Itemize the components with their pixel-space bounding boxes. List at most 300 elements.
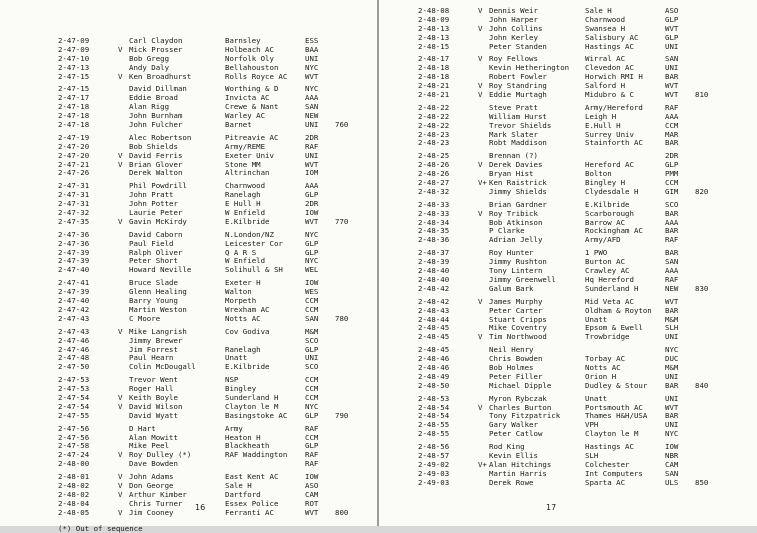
- county-code: GLP: [305, 344, 319, 354]
- entry-group: [418, 201, 757, 245]
- athlete-name: Mick Prosser: [129, 44, 183, 54]
- club-name: Q A R S: [225, 247, 257, 257]
- time-cell: 2-49-02: [418, 459, 450, 469]
- flag-cell: [118, 363, 129, 372]
- county-code: BAR: [665, 72, 679, 82]
- position-marker: [695, 395, 719, 404]
- athlete-name: Colin McDougall: [129, 362, 196, 372]
- flag-cell: [118, 315, 129, 324]
- entry-group: [58, 473, 378, 517]
- position-marker: [335, 240, 359, 249]
- list-item: [58, 200, 378, 209]
- time-cell: 2-47-39: [58, 247, 90, 257]
- list-item: [58, 37, 378, 46]
- time-cell: 2-48-54: [418, 402, 450, 412]
- county-code: NYC: [305, 229, 319, 239]
- flag-cell: V: [478, 90, 483, 100]
- athlete-name: John Harper: [489, 14, 538, 24]
- flag-cell: [118, 182, 129, 191]
- flag-cell: [118, 169, 129, 178]
- time-cell: 2-48-13: [418, 32, 450, 42]
- time-cell: 2-48-42: [418, 296, 450, 306]
- flag-cell: [478, 122, 489, 131]
- county-code: BAR: [665, 248, 679, 258]
- position-marker: [335, 73, 359, 82]
- time-cell: 2-47-50: [58, 362, 90, 372]
- position-marker: [695, 64, 719, 73]
- county-code: CCM: [305, 392, 319, 402]
- list-item: [58, 103, 378, 112]
- club-name: Walton: [225, 287, 252, 297]
- time-cell: 2-47-39: [58, 256, 90, 266]
- athlete-name: Peter Short: [129, 256, 178, 266]
- flag-cell: [478, 258, 489, 267]
- time-cell: 2-48-33: [418, 199, 450, 209]
- flag-cell: [118, 94, 129, 103]
- time-cell: 2-48-56: [418, 442, 450, 452]
- position-marker: [335, 442, 359, 451]
- flag-cell: [478, 421, 489, 430]
- page-number: 17: [546, 503, 557, 512]
- county-code: WVT: [665, 81, 679, 91]
- flag-cell: [478, 355, 489, 364]
- position-marker: [695, 430, 719, 439]
- time-cell: 2-48-23: [418, 129, 450, 139]
- list-item: [58, 297, 378, 306]
- position-marker: [335, 346, 359, 355]
- list-item: [418, 236, 757, 245]
- flag-cell: V: [118, 480, 123, 490]
- time-cell: 2-47-42: [58, 304, 90, 314]
- position-marker: [335, 55, 359, 64]
- county-code: BAR: [665, 380, 679, 390]
- time-cell: 2-47-46: [58, 344, 90, 354]
- athlete-name: C Moore: [129, 313, 161, 323]
- county-code: RAF: [305, 141, 319, 151]
- flag-cell: [478, 267, 489, 276]
- athlete-name: Bryan Hist: [489, 169, 534, 179]
- athlete-name: Jimmy Shields: [489, 186, 547, 196]
- athlete-name: David Dillman: [129, 84, 187, 94]
- page-number: 16: [195, 503, 206, 512]
- athlete-name: Mike Peel: [129, 441, 170, 451]
- athlete-name: Mark Slater: [489, 129, 538, 139]
- county-code: ESS: [305, 36, 319, 45]
- club-name: NSP: [225, 375, 239, 385]
- athlete-name: John Pratt: [129, 190, 174, 200]
- time-cell: 2-47-35: [58, 216, 90, 226]
- county-code: WVT: [665, 402, 679, 412]
- county-code: ASO: [665, 6, 679, 15]
- county-code: UNI: [305, 120, 319, 130]
- athlete-name: David Wilson: [129, 401, 183, 411]
- list-item: [418, 479, 757, 488]
- county-code: BAR: [665, 138, 679, 148]
- athlete-name: Mike Coventry: [489, 323, 547, 333]
- club-name: Basingstoke AC: [225, 410, 288, 420]
- athlete-name: Paul Hearn: [129, 353, 174, 363]
- athlete-name: Arthur Kimber: [129, 489, 187, 499]
- list-item: [58, 55, 378, 64]
- county-code: PMM: [665, 169, 679, 179]
- athlete-name: Ken Raistrick: [489, 178, 547, 188]
- position-marker: 810: [695, 90, 709, 100]
- time-cell: 2-48-15: [418, 41, 450, 51]
- list-item: [58, 279, 378, 288]
- position-marker: [695, 355, 719, 364]
- county-code: UNI: [305, 53, 319, 63]
- entry-group: [58, 328, 378, 372]
- list-item: [58, 257, 378, 266]
- position-marker: [695, 122, 719, 131]
- county-code: GLP: [665, 160, 679, 170]
- athlete-name: Derek Rowe: [489, 477, 534, 487]
- club-name: Salisbury AC: [585, 32, 639, 42]
- club-name: Hq Hereford: [585, 274, 634, 284]
- county-code: WVT: [305, 507, 319, 517]
- entry-group: [418, 298, 757, 342]
- list-item: [58, 85, 378, 94]
- position-marker: 800: [335, 507, 349, 517]
- county-code: WVT: [665, 90, 679, 100]
- time-cell: 2-47-46: [58, 335, 90, 345]
- athlete-name: Alan Hitchings: [489, 459, 552, 469]
- list-item: [58, 434, 378, 443]
- club-name: Holbeach AC: [225, 44, 274, 54]
- position-marker: [335, 451, 359, 460]
- club-name: Colchester: [585, 459, 630, 469]
- time-cell: 2-48-54: [418, 411, 450, 421]
- position-marker: [335, 394, 359, 403]
- position-marker: [335, 103, 359, 112]
- club-name: Salford H: [585, 81, 626, 91]
- list-item: [418, 188, 757, 197]
- flag-cell: V: [118, 326, 123, 336]
- time-cell: 2-48-49: [418, 371, 450, 381]
- position-marker: [335, 297, 359, 306]
- club-name: Bingley H: [585, 178, 626, 188]
- time-cell: 2-48-02: [58, 480, 90, 490]
- time-cell: 2-48-02: [58, 489, 90, 499]
- club-name: Unatt: [225, 353, 248, 363]
- flag-cell: V: [118, 71, 123, 81]
- club-name: Orion H: [585, 371, 617, 381]
- flag-cell: [118, 121, 129, 130]
- club-name: Dudley & Stour: [585, 380, 648, 390]
- time-cell: 2-47-54: [58, 392, 90, 402]
- club-name: Blackheath: [225, 441, 270, 451]
- athlete-name: John Potter: [129, 199, 178, 209]
- athlete-name: Alan Rigg: [129, 102, 170, 112]
- list-item: [58, 394, 378, 403]
- position-marker: [335, 249, 359, 258]
- time-cell: 2-48-33: [418, 208, 450, 218]
- county-code: CAM: [305, 489, 319, 499]
- list-item: [58, 403, 378, 412]
- club-name: Hastings AC: [585, 442, 634, 452]
- club-name: [225, 460, 305, 469]
- county-code: NEW: [665, 283, 679, 293]
- time-cell: 2-49-03: [418, 468, 450, 478]
- club-name: Notts AC: [225, 313, 261, 323]
- club-name: Exeter H: [225, 278, 261, 288]
- flag-cell: [478, 236, 489, 245]
- county-code: NYC: [665, 345, 679, 355]
- flag-cell: [478, 113, 489, 122]
- time-cell: 2-48-08: [418, 6, 450, 15]
- club-name: Exeter Univ: [225, 150, 274, 160]
- entry-group: [58, 279, 378, 323]
- time-cell: 2-48-22: [418, 111, 450, 121]
- position-marker: [335, 94, 359, 103]
- time-cell: 2-48-23: [418, 138, 450, 148]
- list-item: [58, 346, 378, 355]
- county-code: M&M: [665, 314, 679, 324]
- athlete-name: John Collins: [489, 23, 543, 33]
- position-marker: [695, 324, 719, 333]
- club-name: Burton AC: [585, 257, 626, 267]
- list-item: [58, 134, 378, 143]
- time-cell: 2-47-09: [58, 36, 90, 45]
- athlete-name: Alan Mowitt: [129, 432, 178, 442]
- athlete-name: Bob Holmes: [489, 362, 534, 372]
- position-marker: [335, 182, 359, 191]
- county-code: UNI: [665, 420, 679, 430]
- entry-group: [418, 443, 757, 487]
- time-cell: 2-47-09: [58, 44, 90, 54]
- club-name: Rockingham AC: [585, 226, 643, 236]
- list-item: [58, 337, 378, 346]
- time-cell: 2-48-57: [418, 450, 450, 460]
- list-item: [58, 152, 378, 161]
- position-marker: [335, 473, 359, 482]
- county-code: NEW: [305, 111, 319, 121]
- county-code: IOW: [305, 208, 319, 218]
- time-cell: 2-47-55: [58, 410, 90, 420]
- position-marker: [695, 25, 719, 34]
- flag-cell: V+: [478, 178, 487, 188]
- position-marker: 760: [335, 120, 349, 130]
- athlete-name: Chris Bowden: [489, 354, 543, 364]
- club-name: Crawley AC: [585, 266, 630, 276]
- athlete-name: Peter Carter: [489, 305, 543, 315]
- county-code: WVT: [665, 23, 679, 33]
- list-item: [58, 288, 378, 297]
- time-cell: 2-48-45: [418, 332, 450, 342]
- county-code: SAN: [305, 102, 319, 112]
- club-name: Int Computers: [585, 468, 643, 478]
- time-cell: 2-48-26: [418, 169, 450, 179]
- flag-cell: [478, 364, 489, 373]
- athlete-name: Barry Young: [129, 296, 178, 306]
- county-code: GLP: [665, 32, 679, 42]
- time-cell: 2-47-41: [58, 278, 90, 288]
- club-name: Bellahouston: [225, 62, 279, 72]
- flag-cell: V: [478, 6, 483, 15]
- athlete-name: Kevin Ellis: [489, 450, 538, 460]
- list-item: [418, 91, 757, 100]
- position-marker: [695, 236, 719, 245]
- position-marker: [335, 482, 359, 491]
- position-marker: [695, 452, 719, 461]
- club-name: Scarborough: [585, 208, 634, 218]
- club-name: Bolton: [585, 169, 612, 179]
- position-marker: [695, 461, 719, 470]
- flag-cell: [118, 55, 129, 64]
- time-cell: 2-48-32: [418, 186, 450, 196]
- position-marker: 850: [695, 477, 709, 487]
- position-marker: [335, 85, 359, 94]
- left-page: [0, 0, 378, 533]
- athlete-name: Keith Boyle: [129, 392, 178, 402]
- county-code: SAN: [665, 468, 679, 478]
- flag-cell: [118, 354, 129, 363]
- athlete-name: David Wyatt: [129, 410, 178, 420]
- county-code: CAM: [665, 459, 679, 469]
- athlete-name: Dennis Weir: [489, 6, 538, 15]
- entry-group: [418, 346, 757, 390]
- county-code: AAA: [665, 266, 679, 276]
- athlete-name: Bruce Slade: [129, 278, 178, 288]
- county-code: M&M: [665, 362, 679, 372]
- time-cell: 2-48-27: [418, 178, 450, 188]
- athlete-name: Eddie Broad: [129, 93, 178, 103]
- county-code: WVT: [305, 159, 319, 169]
- county-code: AAA: [305, 93, 319, 103]
- athlete-name: Neil Henry: [489, 345, 534, 355]
- athlete-name: Martin Weston: [129, 304, 187, 314]
- time-cell: 2-47-26: [58, 168, 90, 178]
- club-name: W Enfield: [225, 256, 266, 266]
- county-code: WES: [305, 287, 319, 297]
- county-code: RAF: [665, 235, 679, 245]
- county-code: SAN: [665, 54, 679, 64]
- athlete-name: Trevor Went: [129, 375, 178, 385]
- time-cell: 2-48-46: [418, 354, 450, 364]
- position-marker: [695, 364, 719, 373]
- flag-cell: [478, 219, 489, 228]
- athlete-name: Peter Standen: [489, 41, 547, 51]
- list-item: [58, 306, 378, 315]
- county-code: WVT: [305, 71, 319, 81]
- club-name: Hastings AC: [585, 41, 634, 51]
- club-name: Clevedon AC: [585, 63, 634, 73]
- county-code: UNI: [665, 63, 679, 73]
- county-code: SCO: [305, 362, 319, 372]
- athlete-name: Carl Claydon: [129, 36, 183, 45]
- county-code: UNI: [305, 150, 319, 160]
- athlete-name: David Ferris: [129, 150, 183, 160]
- position-marker: [335, 279, 359, 288]
- position-marker: [335, 46, 359, 55]
- county-code: ULS: [665, 477, 679, 487]
- time-cell: 2-48-34: [418, 217, 450, 227]
- position-marker: [335, 376, 359, 385]
- county-code: M&M: [305, 326, 319, 336]
- athlete-name: D Hart: [129, 423, 156, 433]
- athlete-name: Jimmy Rushton: [489, 257, 547, 267]
- athlete-name: Ken Broadhurst: [129, 71, 192, 81]
- club-name: Warley AC: [225, 111, 266, 121]
- list-item: [58, 231, 378, 240]
- athlete-name: Paul Field: [129, 238, 174, 248]
- athlete-name: Ralph Oliver: [129, 247, 183, 257]
- flag-cell: V: [118, 450, 123, 460]
- position-marker: 780: [335, 313, 349, 323]
- club-name: Army: [225, 423, 243, 433]
- list-item: [58, 191, 378, 200]
- county-code: MAR: [665, 129, 679, 139]
- flag-cell: [118, 85, 129, 94]
- flag-cell: V: [118, 507, 123, 517]
- county-code: SCO: [305, 335, 319, 345]
- list-item: [58, 121, 378, 130]
- entry-group: [418, 55, 757, 99]
- list-item: [58, 442, 378, 451]
- athlete-name: Roy Hunter: [489, 248, 534, 258]
- club-name: E.Kilbride: [225, 362, 270, 372]
- club-name: Heaton H: [225, 432, 261, 442]
- list-item: [58, 491, 378, 500]
- county-code: WEL: [305, 265, 319, 275]
- time-cell: 2-48-55: [418, 420, 450, 430]
- club-name: Portsmouth AC: [585, 402, 643, 412]
- club-name: Norfolk Oly: [225, 53, 274, 63]
- list-item: [58, 249, 378, 258]
- club-name: Midubro & C: [585, 90, 634, 100]
- position-marker: [335, 385, 359, 394]
- position-marker: [695, 139, 719, 148]
- flag-cell: V: [118, 44, 123, 54]
- time-cell: 2-47-48: [58, 353, 90, 363]
- time-cell: 2-48-50: [418, 380, 450, 390]
- time-cell: 2-48-21: [418, 81, 450, 91]
- athlete-name: Howard Neville: [129, 265, 192, 275]
- flag-cell: [118, 306, 129, 315]
- time-cell: 2-47-21: [58, 159, 90, 169]
- entry-group: [418, 7, 757, 51]
- time-cell: 2-47-20: [58, 141, 90, 151]
- flag-cell: V: [478, 332, 483, 342]
- position-marker: [695, 210, 719, 219]
- athlete-name: Chris Turner: [129, 498, 183, 508]
- athlete-name: Robt Maddison: [489, 138, 547, 148]
- county-code: WVT: [305, 216, 319, 226]
- county-code: GLP: [305, 238, 319, 248]
- position-marker: [335, 328, 359, 337]
- flag-cell: V: [478, 81, 483, 91]
- position-marker: [695, 131, 719, 140]
- list-item: [58, 509, 378, 518]
- athlete-name: Laurie Peter: [129, 208, 183, 218]
- position-marker: [695, 73, 719, 82]
- club-name: Clydesdale H: [585, 186, 639, 196]
- position-marker: [335, 191, 359, 200]
- time-cell: 2-48-18: [418, 72, 450, 82]
- position-marker: [335, 460, 359, 469]
- list-item: [418, 139, 757, 148]
- club-name: Swansea H: [585, 23, 626, 33]
- flag-cell: V: [478, 54, 483, 64]
- time-cell: 2-48-36: [418, 235, 450, 245]
- position-marker: 790: [335, 410, 349, 420]
- position-marker: [335, 354, 359, 363]
- county-code: AAA: [665, 217, 679, 227]
- athlete-name: Phil Powdrill: [129, 181, 187, 191]
- list-item: [58, 143, 378, 152]
- time-cell: 2-47-32: [58, 208, 90, 218]
- time-cell: 2-48-21: [418, 90, 450, 100]
